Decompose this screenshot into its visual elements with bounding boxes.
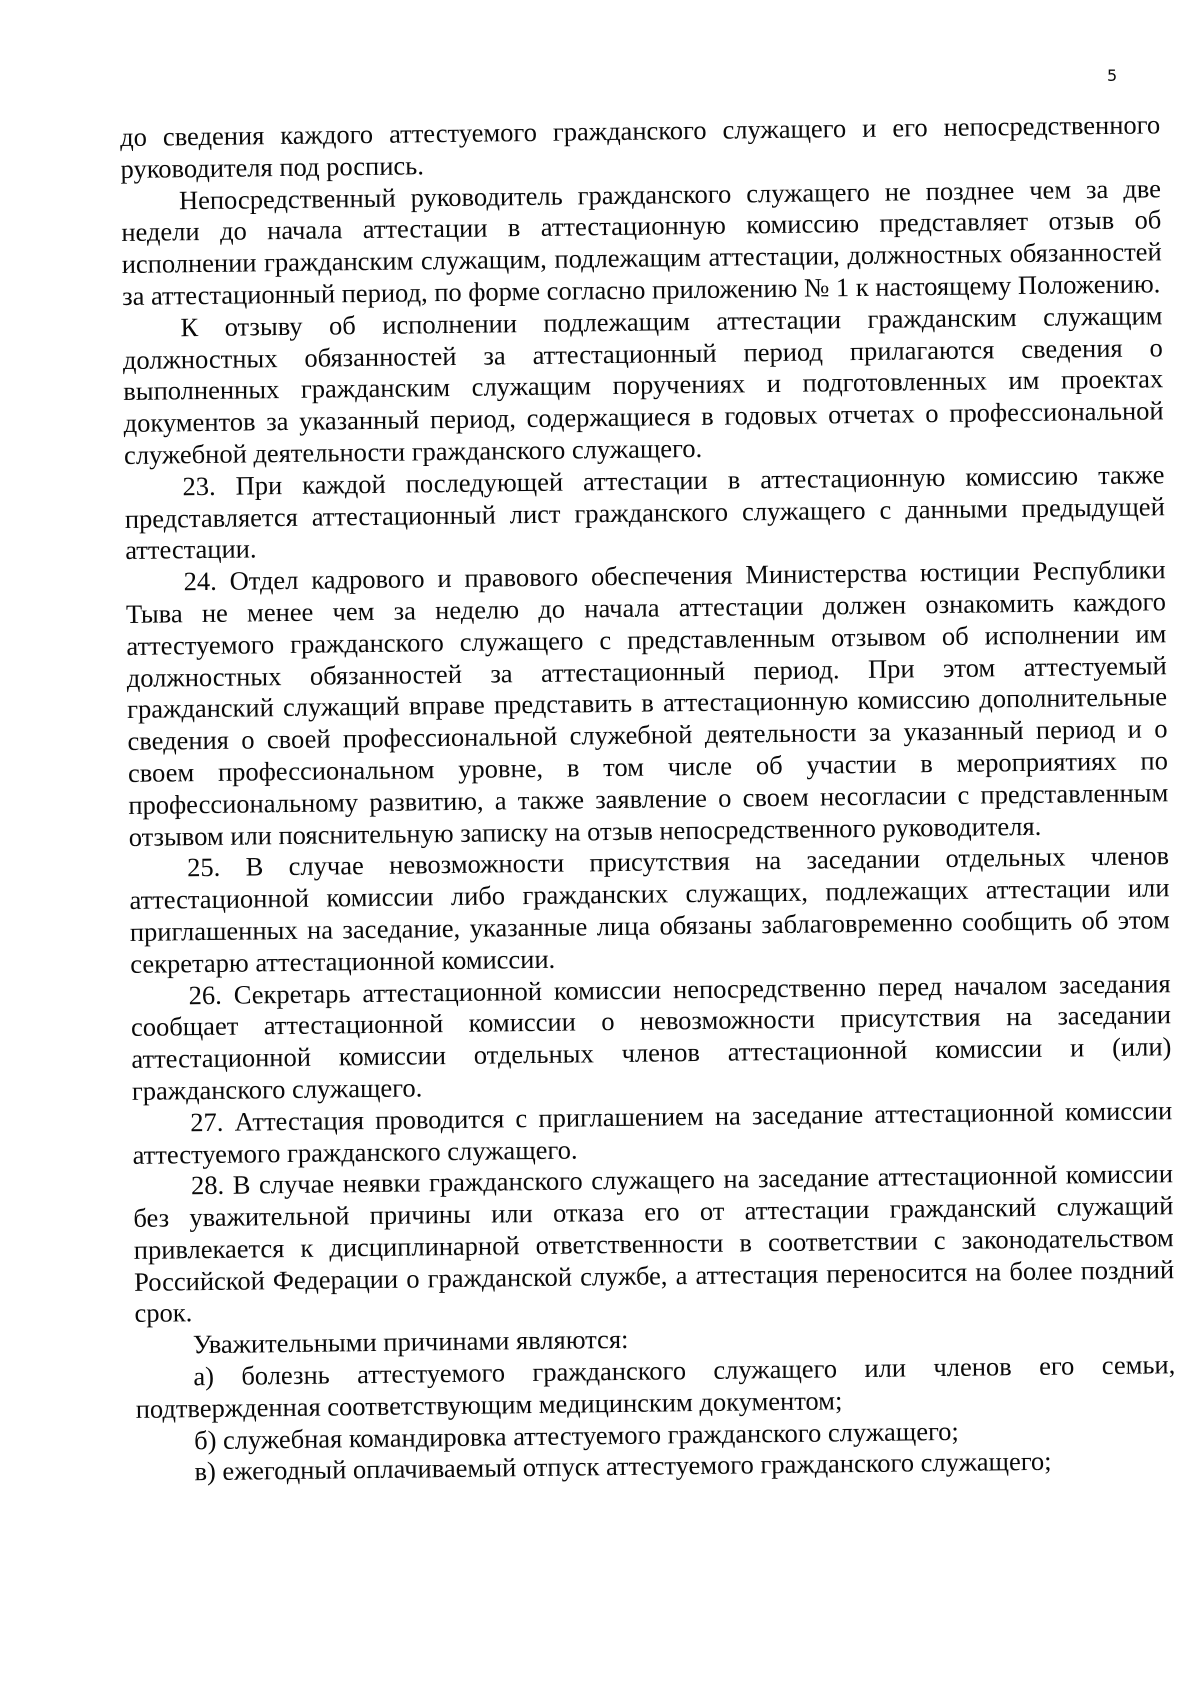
list-item-a: а) болезнь аттестуемого гражданского служащего или членов его семьи, подтвержденная соответствующим медицинским документом; [135,1349,1176,1424]
paragraph-continuation: до сведения каждого аттестуемого гражданского служащего и его непосредственного руководителя под роспись. [120,109,1161,184]
paragraph-item-25: 25. В случае невозможности присутствия на заседании отдельных членов аттестационной комиссии либо гражданских служащих, подлежащих аттестации или приглашенных на заседание, указанные лица обязаны заблаговременно сообщить об этом секретарю аттестационной комиссии. [129,840,1171,979]
paragraph-item-27: 27. Аттестация проводится с приглашением на заседание аттестационной комиссии аттестуемого гражданского служащего. [132,1094,1173,1170]
paragraph-item-23: 23. При каждой последующей аттестации в аттестационную комиссию также представляется аттестационный лист гражданского служащего с данными предыдущей аттестации. [124,459,1165,566]
paragraph-supervisor-review: Непосредственный руководитель гражданского служащего не позднее чем за две недели до начала аттестации в аттестационную комиссию представляет отзыв об исполнении гражданским служащим, подлежащим аттестации, должностных обязанностей за аттестационный период, по форме согласно приложению № 1 к настоящему Положению. [121,172,1162,311]
page-number: 5 [1107,66,1118,85]
paragraph-item-24: 24. Отдел кадрового и правового обеспечения Министерства юстиции Республики Тыва не менее чем за неделю до начала аттестации должен ознакомить каждого аттестуемого гражданского служащего с представленным отзывом об исполнении им должностных обязанностей за аттестационный период. При этом аттестуемый гражданский служащий вправе представить в аттестационную комиссию дополнительные сведения о своей профессиональной служебной деятельности за указанный период и о своем профессиональном уровне, в том числе об участии в мероприятиях по профессиональному развитию, а также заявление о своем несогласии с представленным отзывом или пояснительную записку на отзыв непосредственного руководителя. [125,554,1169,852]
list-item-v: в) ежегодный оплачиваемый отпуск аттестуемого гражданского служащего; [194,1446,1052,1487]
paragraph-item-28: 28. В случае неявки гражданского служащего на заседание аттестационной комиссии без уважительной причины или отказа его от аттестации гражданский служащий привлекается к дисциплинарной ответственности в соответствии с законодательством Российской Федерации о гражданской службе, а аттестация переносится на более поздний срок. [133,1158,1175,1329]
paragraph-review-attachments: К отзыву об исполнении подлежащим аттестации гражданским служащим должностных обязанностей за аттестационный период прилагаются сведения о выполненных гражданским служащим поручениях и подготовленных им проектах документов за указанный период, содержащиеся в годовых отчетах о профессиональной служебной деятельности гражданского служащего. [122,300,1164,470]
paragraph-valid-reasons-heading: Уважительными причинами являются: [192,1324,629,1360]
list-item-b: б) служебная командировка аттестуемого гражданского служащего; [193,1415,959,1455]
paragraph-item-26: 26. Секретарь аттестационной комиссии непосредственно перед началом заседания сообщает аттестационной комиссии о невозможности присутствия на заседании аттестационной комиссии отдельных членов аттестационной комиссии и (или) гражданского служащего. [130,967,1172,1106]
document-body [120,109,1177,1489]
